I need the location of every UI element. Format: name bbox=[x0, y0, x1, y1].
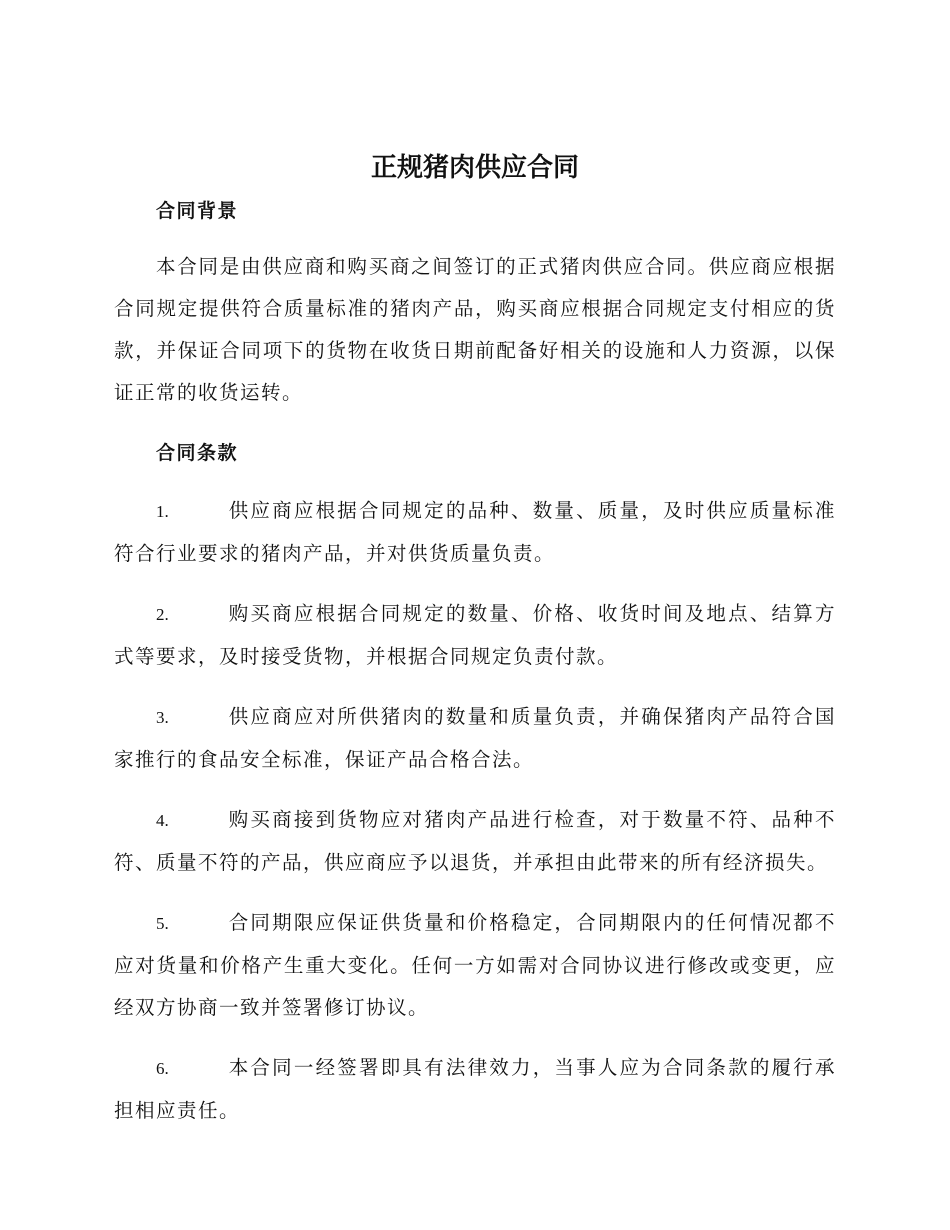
background-heading: 合同背景 bbox=[156, 200, 239, 222]
clause-item bbox=[114, 1047, 836, 1132]
clause-item bbox=[114, 490, 836, 575]
clause-text: 合同期限应保证供货量和价格稳定，合同期限内的任何情况都不应对货量和价格产生重大变化。任何一方如需对合同协议进行修改或变更，应经双方协商一致并签署修订协议。 bbox=[114, 911, 836, 1019]
clause-number: 1. bbox=[156, 502, 169, 521]
clause-text: 购买商接到货物应对猪肉产品进行检查，对于数量不符、品种不符、质量不符的产品，供应商应予以退货，并承担由此带来的所有经济损失。 bbox=[114, 808, 836, 874]
clause-number: 3. bbox=[156, 708, 169, 727]
clause-number: 2. bbox=[156, 605, 169, 624]
clause-item bbox=[114, 696, 836, 781]
clause-text: 供应商应对所供猪肉的数量和质量负责，并确保猪肉产品符合国家推行的食品安全标准，保证产品合格合法。 bbox=[114, 705, 836, 771]
clause-number: 5. bbox=[156, 914, 169, 933]
terms-heading: 合同条款 bbox=[156, 442, 239, 464]
background-paragraph: 本合同是由供应商和购买商之间签订的正式猪肉供应合同。供应商应根据合同规定提供符合质量标准的猪肉产品，购买商应根据合同规定支付相应的货款，并保证合同项下的货物在收货日期前配备好相关的设施和人力资源，以保证正常的收货运转。 bbox=[114, 255, 836, 404]
clause-number: 6. bbox=[156, 1059, 169, 1078]
clause-number: 4. bbox=[156, 811, 169, 830]
clause-list bbox=[114, 490, 836, 1132]
clause-text: 本合同一经签署即具有法律效力，当事人应为合同条款的履行承担相应责任。 bbox=[114, 1056, 836, 1122]
document-body bbox=[114, 194, 836, 1132]
clause-text: 购买商应根据合同规定的数量、价格、收货时间及地点、结算方式等要求，及时接受货物，并根据合同规定负责付款。 bbox=[114, 602, 836, 668]
clause-item bbox=[114, 593, 836, 678]
clause-item bbox=[114, 902, 836, 1029]
clause-text: 供应商应根据合同规定的品种、数量、质量，及时供应质量标准符合行业要求的猪肉产品，并对供货质量负责。 bbox=[114, 499, 836, 565]
clause-item bbox=[114, 799, 836, 884]
document-title: 正规猪肉供应合同 bbox=[370, 153, 579, 183]
